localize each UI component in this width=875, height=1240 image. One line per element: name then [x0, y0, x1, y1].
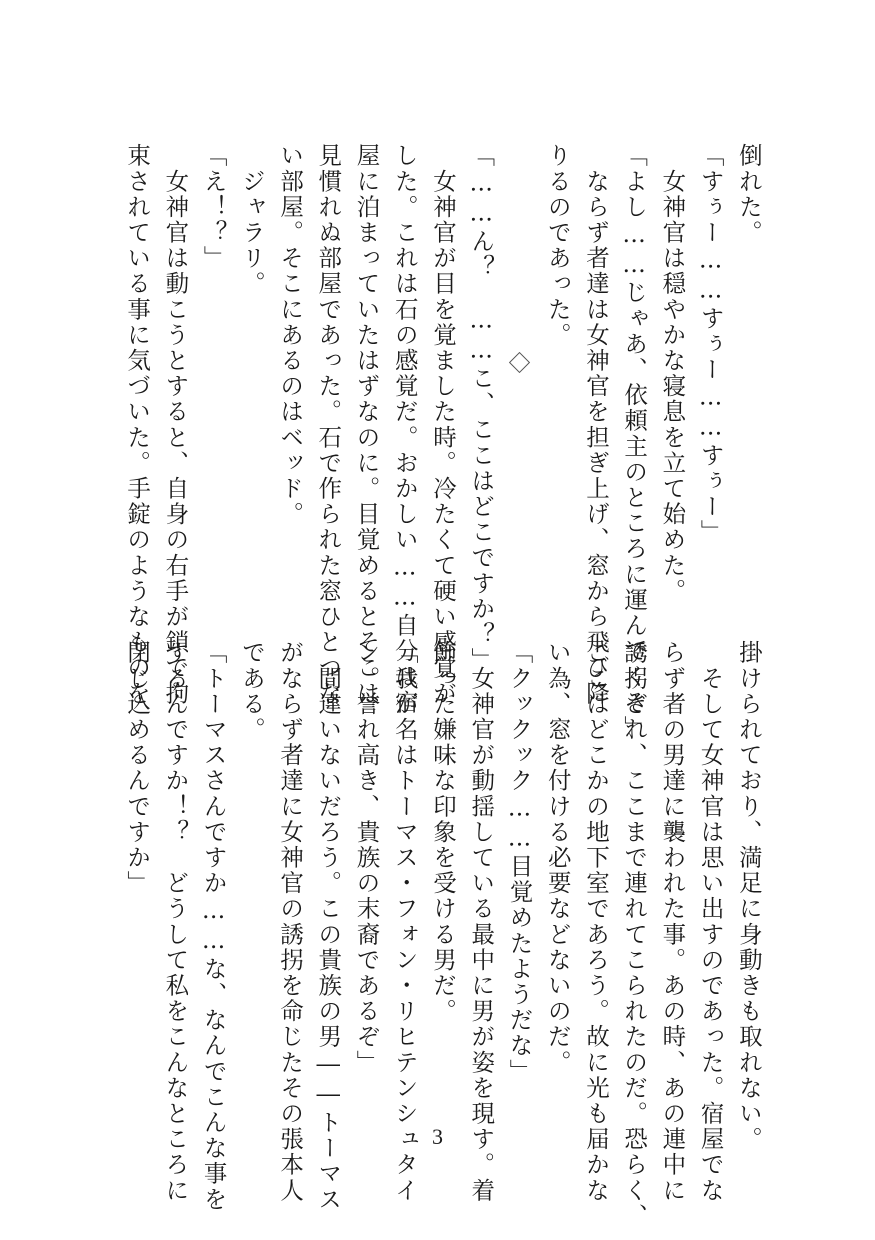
text-column — [462, 640, 500, 1204]
text-column — [424, 143, 462, 707]
text-block-bottom — [118, 640, 768, 1229]
text-column — [653, 143, 691, 633]
text-column — [309, 143, 347, 707]
text-column — [194, 640, 232, 1213]
text-column — [730, 640, 768, 1152]
text-column — [347, 143, 385, 707]
text-line: 見慣れぬ部屋であった。石で作られた窓ひとつな — [314, 143, 343, 707]
dialogue-line: ン。誉れ高き、貴族の末裔であるぞ」 — [352, 640, 381, 1076]
text-line: 飾った嫌味な印象を受ける男だ。 — [429, 640, 457, 1024]
text-column — [233, 640, 271, 1130]
text-line: 束されている事に気づいた。手錠のようなものを — [123, 143, 152, 707]
text-column — [615, 640, 653, 1229]
text-line: 間違いないだろう。この貴族の男――トーマス — [314, 640, 343, 1213]
text-line: りるのであった。 — [543, 143, 572, 348]
text-column — [539, 143, 577, 633]
dialogue-line: 「……ん？ ……こ、ここはどこですか？」 — [467, 143, 496, 673]
text-line: ならず者達は女神官を担ぎ上げ、窓から飛び降 — [581, 143, 610, 707]
text-column — [156, 640, 194, 1204]
dialogue-line: 「クックック……目覚めたようだな」 — [505, 640, 534, 1085]
dialogue-line: 「すぅー……すぅー……すぅー」 — [696, 143, 725, 545]
text-line: ここはどこかの地下室であろう。故に光も届かな — [581, 640, 610, 1204]
text-column — [309, 640, 347, 1213]
text-column — [539, 640, 577, 1130]
text-line: らず者の男達に襲われた事。あの時、あの連中に — [658, 640, 687, 1204]
text-column — [271, 640, 309, 1204]
text-line: 女神官は穏やかな寝息を立て始めた。 — [658, 143, 687, 604]
text-line: 閉じ込めるんですか」 — [123, 640, 152, 896]
page-number: 3 — [432, 1124, 443, 1149]
scene-break — [500, 143, 538, 633]
dialogue-line: 「トーマスさんですか……な、なんでこんな事を — [199, 640, 228, 1213]
text-line: した。これは石の感覚だ。おかしい……自分は宿 — [390, 143, 419, 716]
text-column — [730, 143, 768, 633]
dialogue-line: 「我が名はトーマス・フォン・リヒテンシュタイ — [390, 640, 419, 1204]
text-line: い為、窓を付ける必要などないのだ。 — [543, 640, 572, 1076]
text-block-top-left — [118, 143, 205, 707]
text-column — [271, 143, 309, 633]
text-line: するんですか！？ どうして私をこんなところに — [161, 640, 190, 1204]
text-column — [692, 143, 730, 633]
text-column — [615, 143, 653, 741]
text-column — [386, 640, 424, 1204]
text-column — [653, 640, 691, 1204]
text-column — [118, 640, 156, 1130]
text-column — [692, 640, 730, 1204]
text-column — [577, 640, 615, 1204]
diamond-icon — [509, 352, 530, 373]
text-line: がならず者達に女神官の誘拐を命じたその張本人 — [276, 640, 305, 1204]
dialogue-line: 「え！？」 — [199, 143, 228, 271]
text-column — [500, 640, 538, 1130]
text-line: 女神官は動こうとすると、自身の右手が鎖で拘 — [161, 143, 190, 707]
text-line: 女神官が目を覚ました時。冷たくて硬い感覚が — [429, 143, 457, 707]
text-line: 掛けられており、満足に身動きも取れない。 — [734, 640, 763, 1152]
text-line: ジャラリ。 — [237, 143, 266, 297]
text-line: である。 — [237, 640, 266, 743]
text-column — [462, 143, 500, 673]
text-line: い部屋。そこにあるのはベッド。 — [276, 143, 305, 527]
text-column — [386, 143, 424, 716]
text-line: 倒れた。 — [734, 143, 763, 246]
text-column — [424, 640, 462, 1130]
text-column — [233, 143, 271, 633]
dialogue-line: 「よし……じゃあ、依頼主のところに運んでくぞ」 — [620, 143, 649, 741]
text-line: 屋に泊まっていたはずなのに。目覚めるとそこは — [352, 143, 381, 707]
text-line: 誘拐され、ここまで連れてこられたのだ。恐らく、 — [620, 640, 649, 1229]
text-column — [347, 640, 385, 1130]
text-column — [577, 143, 615, 707]
text-line: そして女神官は思い出すのであった。宿屋でな — [696, 640, 725, 1204]
text-line: 女神官が動揺している最中に男が姿を現す。着 — [467, 640, 496, 1204]
